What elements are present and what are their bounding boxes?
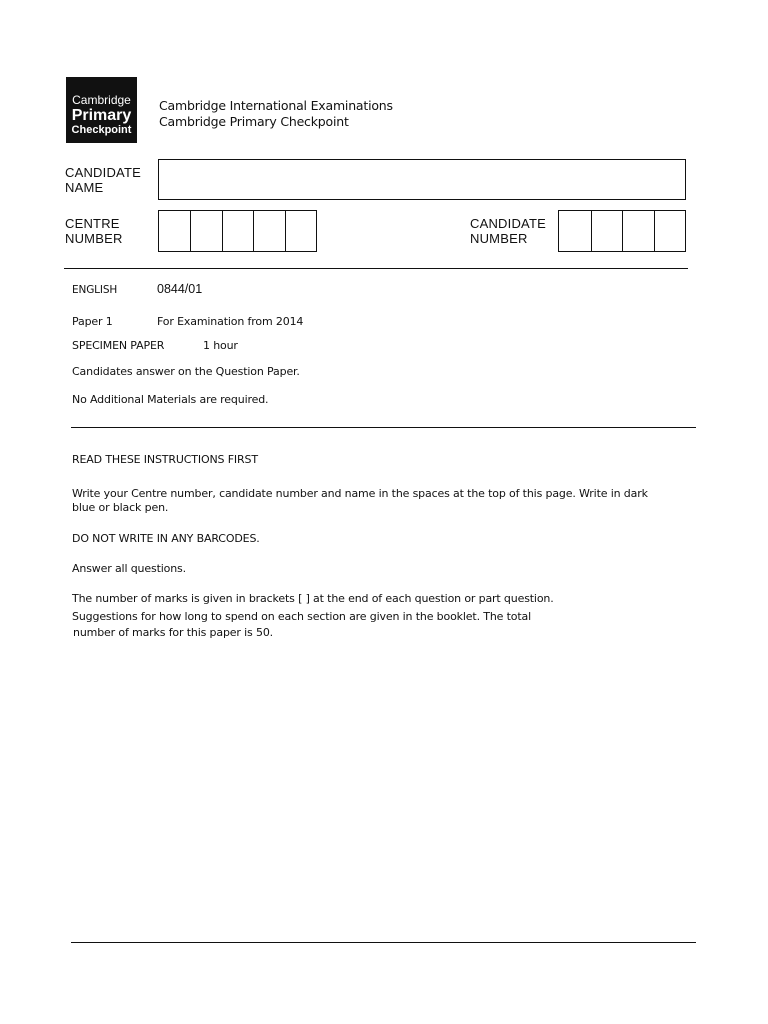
answer-on-paper-text: Candidates answer on the Question Paper. xyxy=(72,365,300,378)
candidate-number-digit-box[interactable] xyxy=(559,211,591,251)
centre-number-digit-box[interactable] xyxy=(222,211,253,251)
header-divider xyxy=(64,268,688,269)
candidate-number-label-line2: NUMBER xyxy=(470,231,528,246)
centre-number-label-line1: CENTRE xyxy=(65,216,120,231)
candidate-number-digit-box[interactable] xyxy=(591,211,623,251)
duration-text: 1 hour xyxy=(203,339,238,352)
candidate-name-label-line2: NAME xyxy=(65,180,104,195)
exam-board-title: Cambridge International Examinations xyxy=(159,98,393,113)
centre-number-label-line2: NUMBER xyxy=(65,231,123,246)
centre-number-digit-box[interactable] xyxy=(190,211,221,251)
programme-title: Cambridge Primary Checkpoint xyxy=(159,114,349,129)
logo-text-primary: Primary xyxy=(71,107,132,124)
candidate-name-label xyxy=(65,165,141,195)
centre-number-boxes[interactable] xyxy=(158,210,317,252)
footer-divider xyxy=(71,942,696,943)
centre-number-digit-box[interactable] xyxy=(159,211,190,251)
instruction-marks-line3: number of marks for this paper is 50. xyxy=(73,626,274,639)
subject-label: ENGLISH xyxy=(72,284,118,296)
instruction-answer-all: Answer all questions. xyxy=(72,562,186,575)
instruction-write-line1: Write your Centre number, candidate number and name in the spaces at the top of this page. Write in dark xyxy=(72,487,648,500)
centre-number-digit-box[interactable] xyxy=(253,211,284,251)
instruction-marks-line1: The number of marks is given in brackets [ ] at the end of each question or part question. xyxy=(72,592,554,605)
details-divider xyxy=(71,427,696,428)
logo-text-checkpoint: Checkpoint xyxy=(71,124,132,136)
specimen-paper-label: SPECIMEN PAPER xyxy=(72,339,165,352)
paper-code: 0844/01 xyxy=(157,282,203,296)
instructions-heading: READ THESE INSTRUCTIONS FIRST xyxy=(72,453,258,466)
candidate-number-boxes[interactable] xyxy=(558,210,686,252)
candidate-number-label-line1: CANDIDATE xyxy=(470,216,546,231)
candidate-number-digit-box[interactable] xyxy=(622,211,654,251)
candidate-name-label-line1: CANDIDATE xyxy=(65,165,141,180)
logo-text-cambridge: Cambridge xyxy=(72,93,131,107)
instruction-marks-line2: Suggestions for how long to spend on each section are given in the booklet. The total xyxy=(72,610,532,623)
candidate-name-field[interactable] xyxy=(158,159,686,200)
paper-number: Paper 1 xyxy=(72,315,113,328)
instruction-write-line2: blue or black pen. xyxy=(72,501,169,514)
candidate-number-digit-box[interactable] xyxy=(654,211,686,251)
exam-from-text: For Examination from 2014 xyxy=(157,315,304,328)
centre-number-label xyxy=(65,216,123,246)
candidate-number-label xyxy=(470,216,546,246)
materials-text: No Additional Materials are required. xyxy=(72,393,269,406)
cambridge-primary-checkpoint-logo xyxy=(66,77,137,143)
instruction-barcodes: DO NOT WRITE IN ANY BARCODES. xyxy=(72,532,260,545)
centre-number-digit-box[interactable] xyxy=(285,211,316,251)
